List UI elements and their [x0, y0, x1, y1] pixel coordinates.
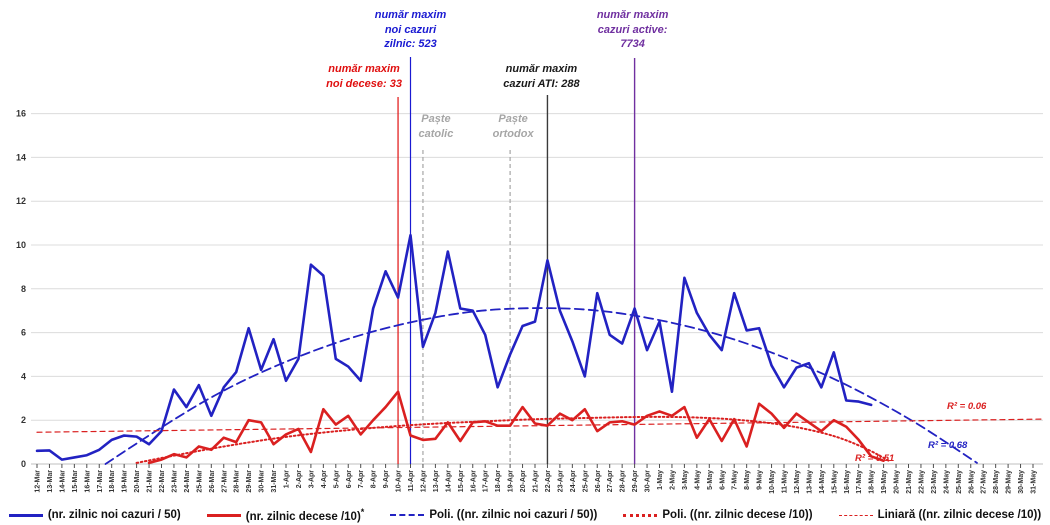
svg-text:29-Mar: 29-Mar [246, 470, 254, 493]
legend-item-4[interactable] [839, 509, 1042, 521]
svg-text:18-Apr: 18-Apr [495, 470, 503, 493]
svg-text:28-May: 28-May [993, 470, 1001, 494]
svg-text:28-Mar: 28-Mar [233, 470, 241, 493]
max-icu-label: număr maxim cazuri ATI: 288 [503, 63, 580, 90]
svg-text:22-May: 22-May [918, 470, 926, 494]
svg-text:23-May: 23-May [930, 470, 938, 494]
r2-poly-cases-label: R² = 0.68 [928, 440, 968, 451]
svg-text:18-May: 18-May [868, 470, 876, 494]
svg-text:17-Mar: 17-Mar [96, 470, 104, 493]
max-deaths-label: număr maxim noi decese: 33 [326, 63, 402, 90]
legend-label-3: Poli. ((nr. zilnic decese /10)) [662, 509, 813, 522]
legend-label-2: Poli. ((nr. zilnic noi cazuri / 50)) [429, 509, 598, 522]
svg-text:8-May: 8-May [744, 470, 752, 490]
svg-text:20-Apr: 20-Apr [520, 470, 528, 493]
max-active-label: număr maxim cazuri active: 7734 [596, 9, 669, 50]
svg-text:11-May: 11-May [781, 470, 789, 494]
svg-text:30-Mar: 30-Mar [258, 470, 266, 493]
svg-text:12: 12 [15, 196, 26, 207]
svg-text:14: 14 [15, 152, 26, 163]
svg-text:21-May: 21-May [906, 470, 913, 494]
svg-text:15-Mar: 15-Mar [71, 470, 79, 493]
x-axis-labels [35, 464, 1038, 494]
legend-label-1: (nr. zilnic decese /10)* [245, 507, 365, 523]
legend-label-4: Liniară ((nr. zilnic decese /10)) [877, 509, 1042, 522]
y-axis-labels [16, 109, 26, 469]
poly-deaths-line [137, 417, 890, 463]
svg-text:14-Mar: 14-Mar [59, 470, 67, 493]
svg-text:10: 10 [15, 240, 26, 250]
gridlines [31, 114, 1043, 464]
legend-item-3[interactable] [623, 509, 812, 521]
svg-text:31-Mar: 31-Mar [271, 470, 279, 493]
svg-text:8-Apr: 8-Apr [370, 470, 378, 489]
svg-text:26-Apr: 26-Apr [594, 470, 602, 493]
svg-text:0: 0 [20, 459, 26, 469]
svg-text:23-Mar: 23-Mar [171, 470, 179, 493]
svg-text:9-May: 9-May [756, 470, 764, 490]
svg-text:7-Apr: 7-Apr [358, 470, 366, 489]
svg-text:8: 8 [20, 283, 26, 294]
easter-catholic-label: Paște catolic [418, 113, 454, 140]
svg-text:25-Mar: 25-Mar [196, 470, 204, 493]
svg-text:9-Apr: 9-Apr [383, 470, 391, 489]
svg-text:11-Apr: 11-Apr [408, 470, 415, 492]
svg-text:4-May: 4-May [694, 470, 702, 490]
svg-text:2-Apr: 2-Apr [295, 470, 303, 489]
svg-text:26-May: 26-May [968, 470, 976, 494]
svg-text:22-Mar: 22-Mar [159, 470, 166, 493]
svg-text:27-May: 27-May [980, 470, 988, 494]
easter-orthodox-label: Paște ortodox [492, 113, 534, 140]
svg-text:19-Mar: 19-Mar [121, 470, 129, 493]
svg-text:14-Apr: 14-Apr [445, 470, 453, 493]
svg-text:22-Apr: 22-Apr [544, 470, 552, 493]
svg-text:16: 16 [15, 108, 26, 119]
svg-text:13-Apr: 13-Apr [432, 470, 440, 493]
svg-text:29-May: 29-May [1005, 470, 1013, 494]
svg-text:5-May: 5-May [706, 470, 714, 490]
svg-text:4-Apr: 4-Apr [320, 470, 328, 489]
svg-text:30-Apr: 30-Apr [644, 470, 652, 493]
svg-text:1-Apr: 1-Apr [283, 470, 291, 489]
svg-text:12-Apr: 12-Apr [420, 470, 428, 493]
svg-text:6-May: 6-May [719, 470, 727, 490]
max-new-cases-label: număr maxim noi cazuri zilnic: 523 [374, 9, 447, 50]
svg-text:24-Mar: 24-Mar [183, 470, 191, 493]
legend-swatch-1 [207, 514, 241, 517]
svg-text:20-May: 20-May [893, 470, 901, 494]
svg-text:5-Apr: 5-Apr [333, 470, 341, 489]
svg-text:19-Apr: 19-Apr [507, 470, 515, 493]
legend-swatch-2 [390, 514, 424, 516]
svg-text:6: 6 [20, 327, 26, 338]
svg-text:7-May: 7-May [731, 470, 739, 490]
svg-text:25-Apr: 25-Apr [582, 470, 590, 493]
svg-text:21-Mar: 21-Mar [146, 470, 154, 493]
svg-text:20-Mar: 20-Mar [134, 470, 142, 493]
svg-text:17-Apr: 17-Apr [482, 470, 490, 493]
svg-text:24-Apr: 24-Apr [569, 470, 577, 493]
svg-text:16-Mar: 16-Mar [84, 470, 92, 493]
svg-text:24-May: 24-May [943, 470, 951, 494]
svg-text:27-Mar: 27-Mar [221, 470, 229, 493]
svg-text:26-Mar: 26-Mar [208, 470, 216, 493]
legend-swatch-4 [839, 515, 873, 516]
svg-text:15-Apr: 15-Apr [457, 470, 465, 493]
svg-text:28-Apr: 28-Apr [619, 470, 627, 493]
svg-text:27-Apr: 27-Apr [607, 470, 615, 493]
legend-swatch-0 [9, 514, 43, 517]
svg-text:3-May: 3-May [681, 470, 689, 490]
svg-text:18-Mar: 18-Mar [109, 470, 117, 493]
svg-text:17-May: 17-May [856, 470, 864, 494]
svg-text:3-Apr: 3-Apr [308, 470, 316, 489]
legend-item-2[interactable] [390, 509, 597, 521]
svg-text:10-May: 10-May [769, 470, 777, 494]
svg-text:21-Apr: 21-Apr [532, 470, 540, 493]
svg-text:19-May: 19-May [881, 470, 889, 494]
chart-legend [0, 507, 1050, 523]
svg-text:30-May: 30-May [1018, 470, 1026, 494]
legend-item-0[interactable] [9, 509, 181, 521]
svg-text:25-May: 25-May [955, 470, 963, 494]
svg-text:13-May: 13-May [806, 470, 814, 494]
svg-text:15-May: 15-May [831, 470, 839, 494]
svg-text:31-May: 31-May [1030, 470, 1038, 494]
svg-text:29-Apr: 29-Apr [632, 470, 640, 493]
deaths-line [149, 392, 884, 463]
svg-text:10-Apr: 10-Apr [395, 470, 403, 493]
r2-linear-deaths-label: R² = 0.06 [947, 401, 987, 412]
svg-text:6-Apr: 6-Apr [345, 470, 353, 489]
legend-label-0: (nr. zilnic noi cazuri / 50) [47, 509, 181, 522]
svg-text:14-May: 14-May [818, 470, 826, 494]
svg-text:12-Mar: 12-Mar [34, 470, 42, 493]
svg-text:16-May: 16-May [843, 470, 851, 494]
r2-poly-deaths-label: R² = 0.51 [855, 453, 895, 464]
svg-text:4: 4 [20, 371, 26, 382]
svg-text:2-May: 2-May [669, 470, 677, 490]
svg-text:12-May: 12-May [793, 470, 801, 494]
svg-text:2: 2 [20, 415, 26, 426]
legend-swatch-3 [623, 514, 657, 517]
legend-item-1[interactable] [207, 507, 365, 523]
new-cases-line [37, 235, 871, 459]
svg-text:1-May: 1-May [657, 470, 664, 490]
svg-text:23-Apr: 23-Apr [557, 470, 565, 493]
svg-text:16-Apr: 16-Apr [470, 470, 478, 493]
svg-text:13-Mar: 13-Mar [46, 470, 54, 493]
